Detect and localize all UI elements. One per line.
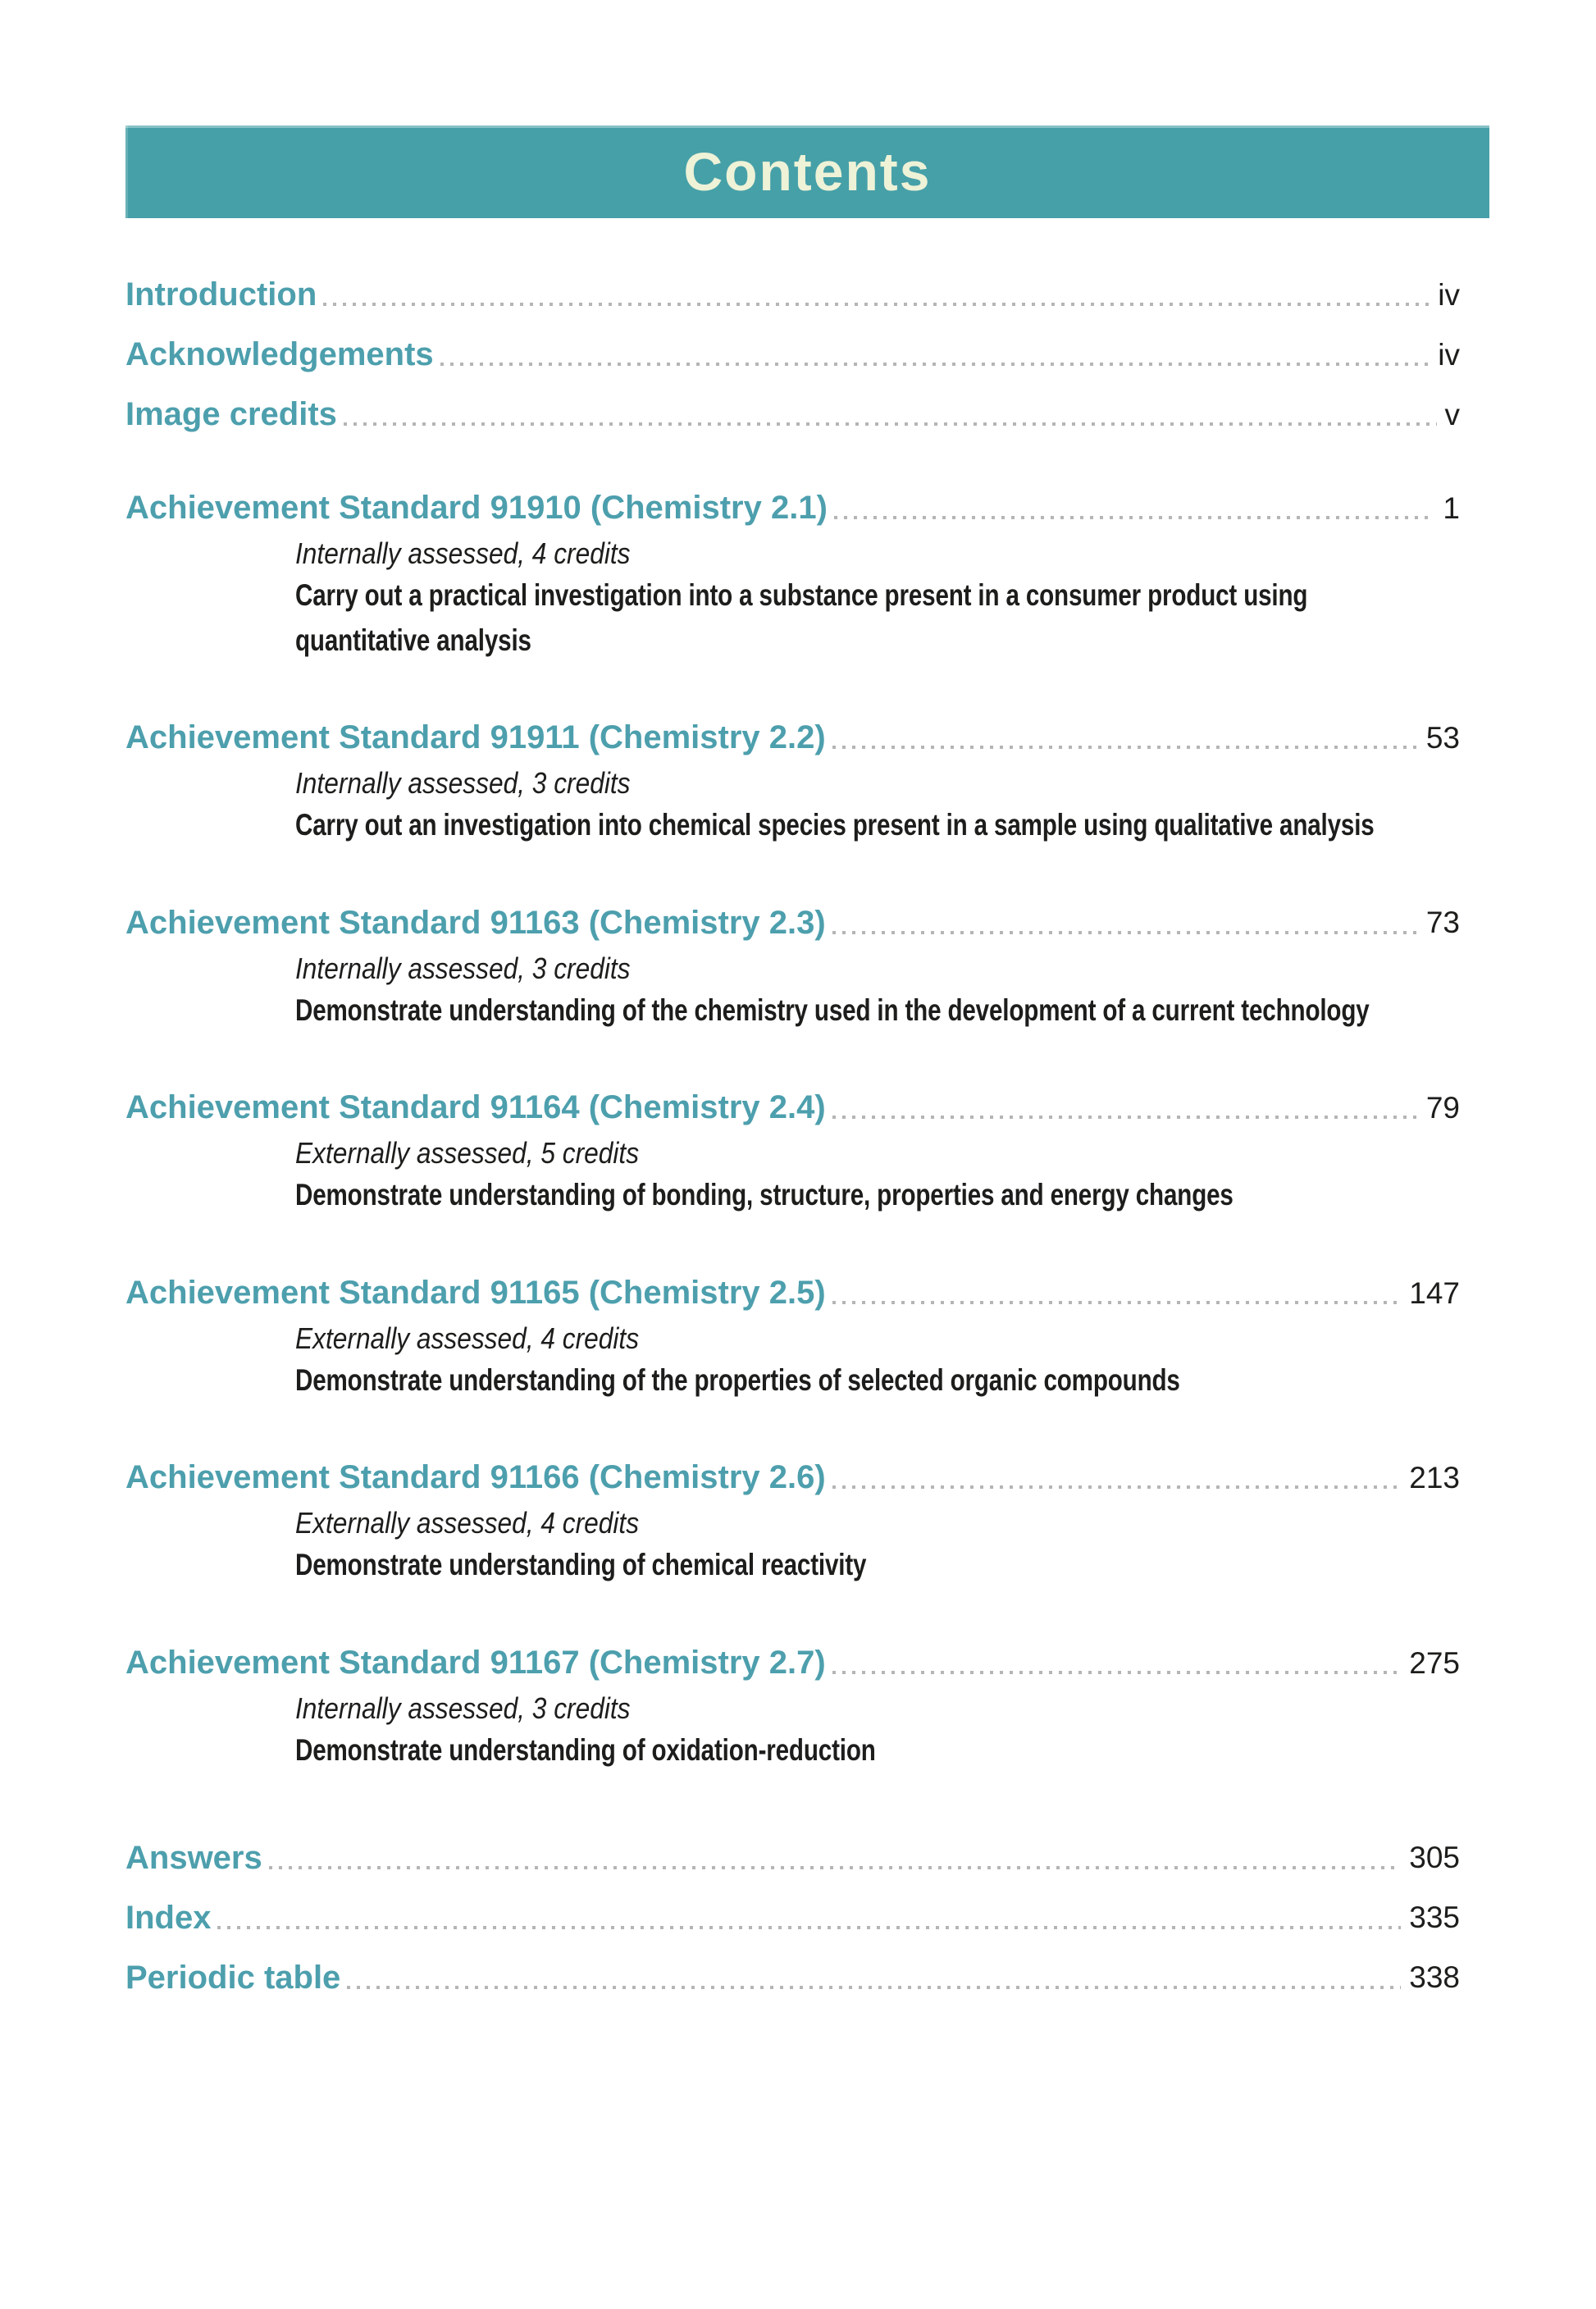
toc-page-number: iv	[1438, 277, 1460, 312]
toc-entry-label: Answers	[125, 1839, 262, 1876]
assessment-info: Internally assessed, 4 credits	[295, 536, 631, 570]
dotted-leader	[344, 422, 1437, 426]
assessment-info: Externally assessed, 4 credits	[295, 1321, 640, 1355]
toc-standard-title: Achievement Standard 91164 (Chemistry 2.4)	[125, 1089, 826, 1126]
toc-standard-entry-91167	[125, 1644, 1489, 1773]
toc-standard-heading-row	[125, 489, 1489, 527]
toc-entry-acknowledgements	[125, 335, 1489, 373]
toc-standard-details	[125, 1504, 1489, 1588]
toc-page-number: 275	[1409, 1645, 1460, 1680]
toc-standard-details	[125, 764, 1489, 848]
toc-page-number: 213	[1409, 1461, 1460, 1495]
toc-entry-label: Introduction	[125, 276, 317, 313]
dotted-leader	[832, 1485, 1402, 1489]
dotted-leader	[832, 1671, 1402, 1674]
toc-standard-entry-91910	[125, 489, 1489, 663]
toc-page-number: 338	[1409, 1960, 1460, 1995]
toc-page-number: 305	[1409, 1841, 1460, 1875]
assessment-info: Internally assessed, 3 credits	[295, 951, 631, 985]
toc-standard-entry-91164	[125, 1088, 1489, 1218]
dotted-leader	[269, 1866, 1402, 1869]
toc-entry-index	[125, 1899, 1489, 1937]
assessment-info: Externally assessed, 4 credits	[295, 1506, 640, 1540]
toc-entry-label: Index	[125, 1899, 212, 1936]
toc-standard-title: Achievement Standard 91910 (Chemistry 2.1)	[125, 490, 828, 526]
toc-entry-introduction	[125, 276, 1489, 313]
toc-standard-entry-91911	[125, 719, 1489, 848]
toc-standard-heading-row	[125, 1088, 1489, 1126]
toc-standard-details	[125, 1320, 1489, 1403]
dotted-leader	[834, 516, 1435, 519]
toc-entry-answers	[125, 1839, 1489, 1877]
toc-standard-heading-row	[125, 1274, 1489, 1312]
toc-entry-image-credits	[125, 395, 1489, 433]
toc-standard-heading-row	[125, 1644, 1489, 1682]
standard-description: Demonstrate understanding of the properties of selected organic compounds	[295, 1362, 1180, 1397]
toc-standard-title: Achievement Standard 91166 (Chemistry 2.6)	[125, 1459, 826, 1496]
toc-entry-periodic-table	[125, 1959, 1489, 1996]
assessment-info: Internally assessed, 3 credits	[295, 1691, 631, 1726]
toc-standard-title: Achievement Standard 91163 (Chemistry 2.3)	[125, 904, 826, 941]
toc-standard-details	[125, 950, 1489, 1034]
toc-standard-heading-row	[125, 1458, 1489, 1496]
toc-entry-label: Acknowledgements	[125, 336, 434, 372]
toc-standard-entry-91163	[125, 904, 1489, 1034]
toc-standard-details	[125, 1134, 1489, 1218]
toc-page-number: 53	[1425, 720, 1460, 755]
toc-page-number: 147	[1409, 1275, 1460, 1310]
dotted-leader	[832, 746, 1418, 749]
toc-standard-title: Achievement Standard 91167 (Chemistry 2.7)	[125, 1645, 826, 1682]
toc-page-number: 1	[1443, 491, 1460, 525]
standard-description: Demonstrate understanding of bonding, structure, properties and energy changes	[295, 1178, 1233, 1212]
toc-standard-details	[125, 535, 1489, 663]
toc-standard-heading-row	[125, 719, 1489, 756]
dotted-leader	[832, 1301, 1402, 1304]
toc-standard-title: Achievement Standard 91165 (Chemistry 2.5)	[125, 1274, 826, 1311]
toc-standard-details	[125, 1690, 1489, 1773]
standard-description: Carry out a practical investigation into a substance present in a consumer product using quantitative analysis	[295, 577, 1308, 657]
toc-page-number: 73	[1425, 906, 1460, 940]
standard-description: Demonstrate understanding of the chemistry used in the development of a current technology	[295, 993, 1370, 1027]
toc-standard-title: Achievement Standard 91911 (Chemistry 2.2)	[125, 719, 826, 756]
dotted-leader	[323, 303, 1430, 306]
standard-description: Demonstrate understanding of oxidation-reduction	[295, 1732, 876, 1767]
toc-entry-label: Periodic table	[125, 1959, 341, 1996]
toc-page-number: v	[1444, 397, 1460, 431]
dotted-leader	[440, 363, 1430, 366]
dotted-leader	[832, 931, 1418, 934]
standard-description: Carry out an investigation into chemical species present in a sample using qualitative analysis	[295, 808, 1375, 842]
assessment-info: Externally assessed, 5 credits	[295, 1136, 640, 1170]
assessment-info: Internally assessed, 3 credits	[295, 766, 631, 801]
contents-banner	[125, 125, 1489, 218]
dotted-leader	[832, 1116, 1418, 1119]
dotted-leader	[347, 1986, 1401, 1989]
contents-page	[125, 125, 1489, 1996]
dotted-leader	[217, 1926, 1401, 1929]
standard-description: Demonstrate understanding of chemical reactivity	[295, 1548, 867, 1582]
page-title: Contents	[683, 141, 932, 202]
toc-page-number: 79	[1425, 1091, 1460, 1125]
toc-page-number: 335	[1409, 1901, 1460, 1935]
toc-page-number: iv	[1438, 337, 1460, 372]
toc-standard-heading-row	[125, 904, 1489, 942]
toc-standard-entry-91166	[125, 1458, 1489, 1588]
toc-standard-entry-91165	[125, 1274, 1489, 1403]
toc-entry-label: Image credits	[125, 396, 337, 432]
